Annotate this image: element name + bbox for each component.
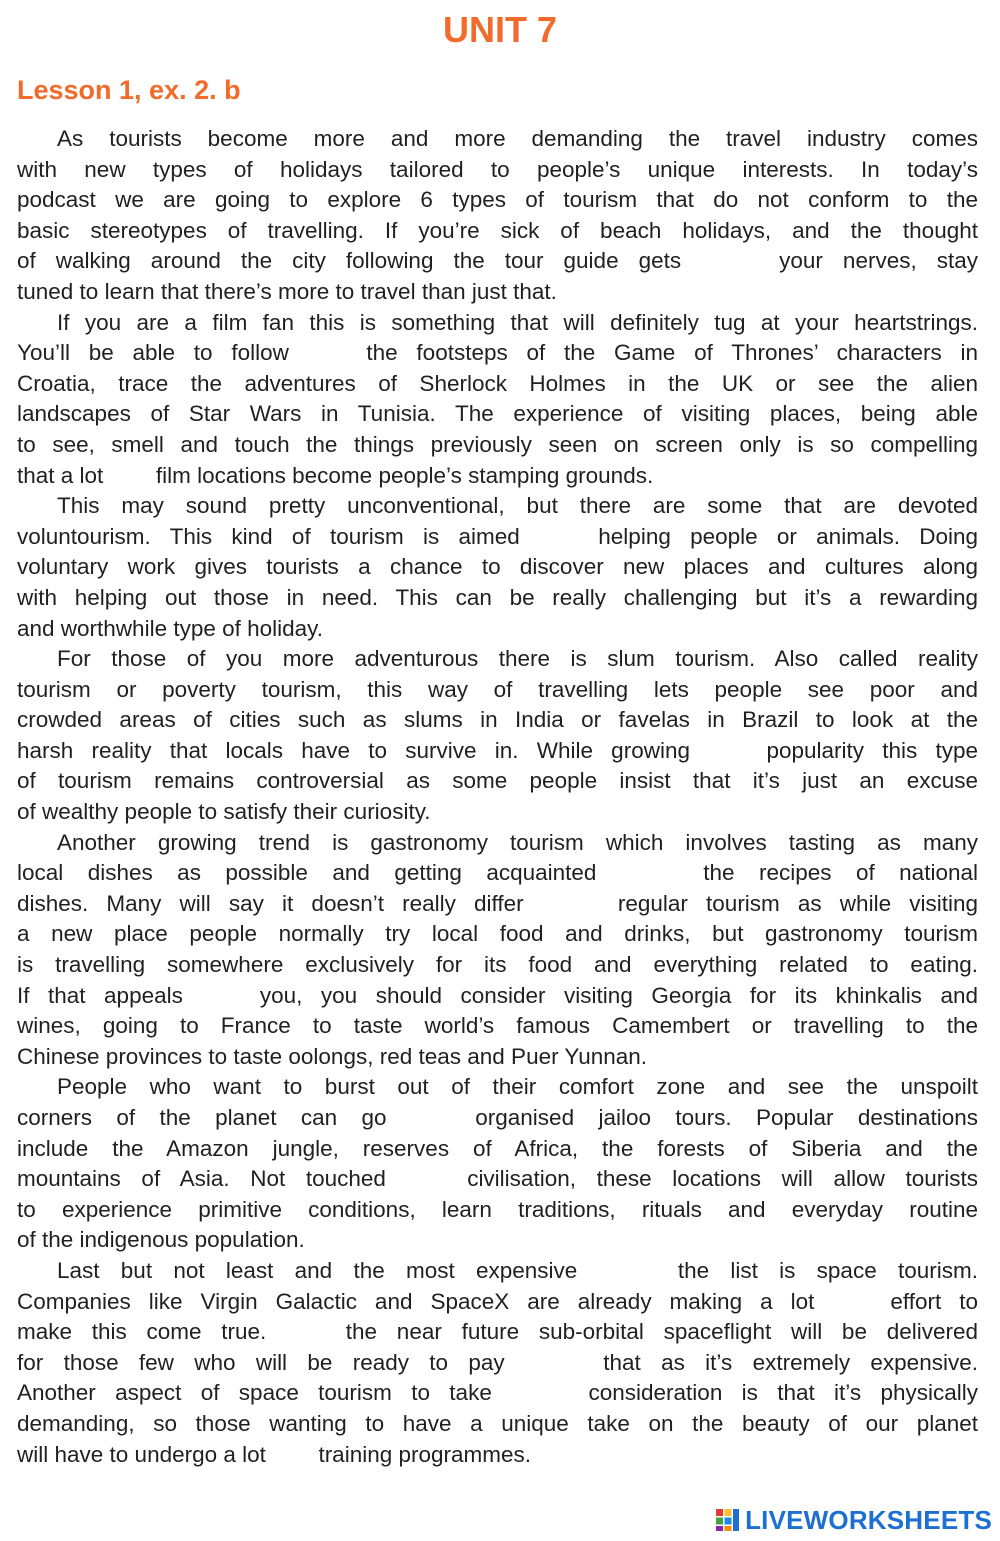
text-line <box>17 736 978 767</box>
liveworksheets-logo <box>715 1503 992 1537</box>
text-segment: to see, smell and touch the things previously seen on screen only is so compelling <box>17 431 978 457</box>
text-line <box>17 583 978 614</box>
liveworksheets-logo-icon <box>715 1507 741 1533</box>
text-line <box>17 1317 978 1348</box>
text-segment: civilisation, these locations will allow tourists <box>467 1166 978 1192</box>
text-line <box>17 950 978 981</box>
text-segment: voluntourism. This kind of tourism is aimed <box>17 523 520 549</box>
text-line <box>17 675 978 706</box>
text-line <box>17 919 978 950</box>
text-segment: Chinese provinces to taste oolongs, red teas and Puer Yunnan. <box>17 1043 648 1069</box>
text-segment: organised jailoo tours. Popular destinations <box>475 1105 978 1130</box>
text-segment: to experience primitive conditions, learn traditions, rituals and everyday routine <box>17 1196 978 1222</box>
text-segment: is travelling somewhere exclusively for its food and everything related to eating. <box>17 952 978 978</box>
text-segment: crowded areas of cities such as slums in India or favelas in Brazil to look at the <box>17 707 978 733</box>
text-line <box>17 644 978 675</box>
text-segment: of wealthy people to satisfy their curiosity. <box>17 799 431 825</box>
text-segment: harsh reality that locals have to survive in. While growing <box>17 737 690 763</box>
text-line <box>17 216 978 247</box>
text-segment: include the Amazon jungle, reserves of Africa, the forests of Siberia and the <box>17 1135 978 1161</box>
text-segment: Croatia, trace the adventures of Sherlock Holmes in the UK or see the alien <box>17 370 978 396</box>
text-segment: landscapes of Star Wars in Tunisia. The experience of visiting places, being able <box>17 401 978 427</box>
text-line <box>17 369 978 400</box>
text-line <box>17 399 978 430</box>
text-line <box>17 1225 978 1256</box>
text-segment: tourism or poverty tourism, this way of travelling lets people see poor and <box>17 676 978 702</box>
text-segment: film locations become people’s stamping grounds. <box>155 462 654 488</box>
text-segment: This may sound pretty unconventional, but there are some that are devoted <box>57 493 978 519</box>
text-segment: regular tourism as while visiting <box>617 890 978 916</box>
text-line <box>17 308 978 339</box>
text-line <box>17 1103 978 1134</box>
text-segment: the footsteps of the Game of Thrones’ characters in <box>366 340 978 366</box>
text-segment: Another growing trend is gastronomy tourism which involves tasting as many <box>57 829 978 855</box>
text-line <box>17 522 978 553</box>
text-segment: If you are a film fan this is something that will definitely tug at your heartstrings. <box>57 309 978 335</box>
text-line <box>17 1195 978 1226</box>
text-line <box>17 766 978 797</box>
text-segment: corners of the planet can go <box>17 1105 387 1130</box>
text-segment: Last but not least and the most expensive <box>57 1257 578 1283</box>
text-line <box>17 1011 978 1042</box>
text-segment: the list is space tourism. <box>677 1257 978 1283</box>
text-segment: make this come true. <box>17 1319 267 1345</box>
text-segment: the recipes of national <box>703 860 978 886</box>
text-line <box>17 614 978 645</box>
text-segment: training programmes. <box>318 1441 532 1467</box>
text-line <box>17 277 978 308</box>
text-segment: effort to <box>890 1288 978 1314</box>
text-segment: voluntary work gives tourists a chance to discover new places and cultures along <box>17 554 978 580</box>
text-segment: consideration is that it’s physically <box>588 1380 978 1406</box>
text-segment: with new types of holidays tailored to people’s unique interests. In today’s <box>17 156 978 182</box>
text-segment: that a lot <box>17 462 104 488</box>
text-segment: of walking around the city following the tour guide gets <box>17 248 682 274</box>
text-line <box>17 246 978 277</box>
text-line <box>17 1164 978 1195</box>
text-segment: the near future sub-orbital spaceflight will be delivered <box>345 1319 978 1345</box>
text-segment: of the indigenous population. <box>17 1227 305 1253</box>
text-segment: of tourism remains controversial as some people insist that it’s just an excuse <box>17 768 978 794</box>
text-segment: basic stereotypes of travelling. If you’re sick of beach holidays, and the thought <box>17 217 978 243</box>
text-segment: will have to undergo a lot <box>17 1441 266 1467</box>
text-segment: you, you should consider visiting Georgia for its khinkalis and <box>259 982 978 1008</box>
text-line <box>17 155 978 186</box>
text-segment: for those few who will be ready to pay <box>17 1349 505 1375</box>
text-line <box>17 858 978 889</box>
text-segment: People who want to burst out of their comfort zone and see the unspoilt <box>57 1074 978 1100</box>
text-segment: popularity this type <box>766 737 978 763</box>
podcast-transcript <box>17 124 978 1470</box>
text-segment: As tourists become more and more demanding the travel industry comes <box>57 126 978 151</box>
text-line <box>17 552 978 583</box>
text-line <box>17 1409 978 1440</box>
text-line <box>17 797 978 828</box>
text-segment: mountains of Asia. Not touched <box>17 1166 386 1192</box>
text-segment: demanding, so those wanting to have a unique take on the beauty of our planet <box>17 1410 978 1436</box>
text-line <box>17 1287 978 1318</box>
text-segment: and worthwhile type of holiday. <box>17 615 324 641</box>
text-segment: a new place people normally try local food and drinks, but gastronomy tourism <box>17 921 978 947</box>
brand-name: LIVEWORKSHEETS <box>745 1504 992 1535</box>
text-line <box>17 1378 978 1409</box>
text-line <box>17 1348 978 1379</box>
text-line <box>17 1440 978 1471</box>
text-line <box>17 1256 978 1287</box>
text-segment: your nerves, stay <box>779 248 978 274</box>
text-line <box>17 828 978 859</box>
text-line <box>17 338 978 369</box>
text-segment: wines, going to France to taste world’s famous Camembert or travelling to the <box>17 1013 978 1039</box>
text-line <box>17 185 978 216</box>
text-segment: For those of you more adventurous there is slum tourism. Also called reality <box>57 646 978 672</box>
text-segment: If that appeals <box>17 982 183 1008</box>
text-segment: tuned to learn that there’s more to travel than just that. <box>17 278 557 304</box>
lesson-title: Lesson 1, ex. 2. b <box>17 75 241 105</box>
text-segment: dishes. Many will say it doesn’t really differ <box>17 890 524 916</box>
text-line <box>17 491 978 522</box>
text-line <box>17 1042 978 1073</box>
unit-title: UNIT 7 <box>442 9 557 50</box>
text-segment: Companies like Virgin Galactic and SpaceX are already making a lot <box>17 1288 815 1314</box>
text-line <box>17 889 978 920</box>
text-segment: that as it’s extremely expensive. <box>603 1349 978 1375</box>
text-line <box>17 705 978 736</box>
text-line <box>17 981 978 1012</box>
text-segment: Another aspect of space tourism to take <box>17 1380 492 1406</box>
text-segment: You’ll be able to follow <box>17 340 289 366</box>
text-line <box>17 1134 978 1165</box>
text-line <box>17 1072 978 1103</box>
text-line <box>17 461 978 492</box>
text-segment: with helping out those in need. This can be really challenging but it’s a rewarding <box>17 584 978 610</box>
text-line <box>17 124 978 155</box>
text-line <box>17 430 978 461</box>
text-segment: helping people or animals. Doing <box>598 523 978 549</box>
text-segment: local dishes as possible and getting acquainted <box>17 860 597 886</box>
text-segment: podcast we are going to explore 6 types of tourism that do not conform to the <box>17 187 978 213</box>
